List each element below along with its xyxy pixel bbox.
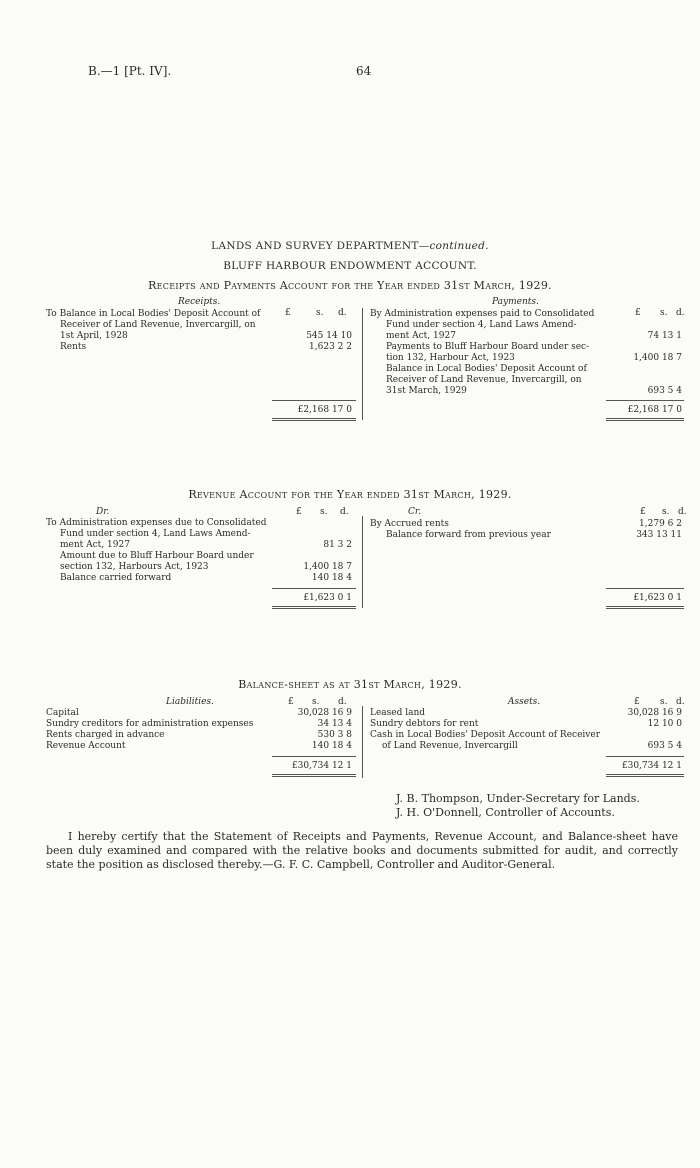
signature-line: J. B. Thompson, Under-Secretary for Lands.	[396, 792, 640, 805]
asset-amount: 693 5 4	[647, 741, 682, 751]
currency-pence-right: d.	[676, 697, 685, 707]
liability-label: Rents charged in advance	[46, 730, 165, 740]
total-double-rule	[272, 606, 356, 609]
total-right: £1,623 0 1	[633, 593, 682, 603]
column-divider	[362, 706, 363, 778]
certification-paragraph: I hereby certify that the Statement of Receipts and Payments, Revenue Account, and Balance-sheet have been duly examined and compared with the relative books and documents submitted for audit, and correctly state the position as disclosed thereby.—G. F. C. Campbell, Controller and Auditor-General.	[46, 830, 678, 871]
asset-amount: 12 10 0	[647, 719, 682, 729]
liability-label: Capital	[46, 708, 79, 718]
asset-line: of Land Revenue, Invercargill	[382, 741, 518, 751]
assets-heading: Assets.	[508, 697, 541, 707]
credit-amount: 343 13 11	[636, 530, 682, 540]
asset-line: Leased land	[370, 708, 426, 718]
currency-pence-right: d.	[676, 308, 685, 318]
total-rule	[272, 400, 356, 401]
receipt-amount: 545 14 10	[306, 331, 352, 341]
liability-amount: 30,028 16 9	[297, 708, 352, 718]
liability-label: Revenue Account	[46, 741, 126, 751]
column-divider	[362, 388, 363, 420]
credit-line: By Accrued rents	[370, 519, 449, 529]
total-rule	[606, 756, 684, 757]
payment-amount: 693 5 4	[647, 386, 682, 396]
total-rule	[272, 588, 356, 589]
debit-line: section 132, Harbours Act, 1923	[60, 562, 209, 572]
currency-pence: d.	[338, 308, 347, 318]
currency-shillings: s.	[312, 697, 320, 707]
total-rule	[606, 400, 684, 401]
total-left: £30,734 12 1	[291, 761, 352, 771]
receipt-amount: 1,623 2 2	[309, 342, 352, 352]
liability-amount: 34 13 4	[317, 719, 352, 729]
debit-amount: 140 18 4	[311, 573, 352, 583]
payment-line: tion 132, Harbour Act, 1923	[386, 353, 515, 363]
currency-pounds-right: £	[634, 697, 640, 707]
currency-pounds-right: £	[640, 507, 646, 517]
page-reference: B.—1 [Pt. IV].	[88, 64, 172, 78]
total-left: £2,168 17 0	[297, 405, 352, 415]
liability-label: Sundry creditors for administration expenses	[46, 719, 254, 729]
total-double-rule	[606, 418, 684, 421]
receipt-line: To Balance in Local Bodies' Deposit Account of	[46, 309, 261, 319]
payment-line: Receiver of Land Revenue, Invercargill, on	[386, 375, 582, 385]
payment-line: Fund under section 4, Land Laws Amend-	[386, 320, 577, 330]
payments-heading: Payments.	[492, 297, 539, 307]
payment-line: ment Act, 1927	[386, 331, 456, 341]
total-double-rule	[606, 606, 684, 609]
receipt-line: 1st April, 1928	[60, 331, 128, 341]
receipt-line: Rents	[60, 342, 87, 352]
page-number: 64	[356, 64, 372, 78]
currency-shillings-right: s.	[660, 308, 668, 318]
currency-pounds: £	[288, 697, 294, 707]
total-left: £1,623 0 1	[303, 593, 352, 603]
total-right: £2,168 17 0	[627, 405, 682, 415]
currency-shillings-right: s.	[662, 507, 670, 517]
revenue-title: Revenue Account for the Year ended 31st March, 1929.	[188, 488, 512, 501]
debit-amount: 1,400 18 7	[303, 562, 352, 572]
credit-line: Balance forward from previous year	[386, 530, 551, 540]
currency-pounds: £	[285, 308, 291, 318]
debit-line: Amount due to Bluff Harbour Board under	[60, 551, 254, 561]
payment-line: 31st March, 1929	[386, 386, 467, 396]
asset-line: Sundry debtors for rent	[370, 719, 479, 729]
endowment-title: BLUFF HARBOUR ENDOWMENT ACCOUNT.	[223, 260, 477, 272]
balance-sheet-title: Balance-sheet as at 31st March, 1929.	[238, 678, 462, 691]
total-right: £30,734 12 1	[621, 761, 682, 771]
currency-pence: d.	[338, 697, 347, 707]
total-rule	[272, 756, 356, 757]
debit-line: ment Act, 1927	[60, 540, 130, 550]
liability-amount: 530 3 8	[317, 730, 352, 740]
liability-amount: 140 18 4	[311, 741, 352, 751]
currency-shillings: s.	[320, 507, 328, 517]
currency-pounds-right: £	[635, 308, 641, 318]
payment-amount: 74 13 1	[647, 331, 682, 341]
payment-line: Balance in Local Bodies' Deposit Account of	[386, 364, 587, 374]
total-double-rule	[272, 774, 356, 777]
currency-shillings-right: s.	[660, 697, 668, 707]
currency-pounds: £	[296, 507, 302, 517]
total-double-rule	[606, 774, 684, 777]
cr-heading: Cr.	[408, 507, 422, 517]
debit-amount: 81 3 2	[323, 540, 352, 550]
debit-line: Balance carried forward	[60, 573, 172, 583]
dr-heading: Dr.	[96, 507, 110, 517]
total-double-rule	[272, 418, 356, 421]
receipts-heading: Receipts.	[178, 297, 221, 307]
column-divider	[362, 308, 363, 388]
currency-shillings: s.	[316, 308, 324, 318]
signature-line: J. H. O'Donnell, Controller of Accounts.	[396, 806, 615, 819]
asset-amount: 30,028 16 9	[627, 708, 682, 718]
currency-pence: d.	[340, 507, 349, 517]
asset-line: Cash in Local Bodies' Deposit Account of Receiver	[370, 730, 600, 740]
liabilities-heading: Liabilities.	[166, 697, 214, 707]
column-divider	[362, 516, 363, 608]
receipt-line: Receiver of Land Revenue, Invercargill, on	[60, 320, 256, 330]
total-rule	[606, 588, 684, 589]
payment-line: By Administration expenses paid to Consolidated	[370, 309, 595, 319]
debit-line: Fund under section 4, Land Laws Amend-	[60, 529, 251, 539]
debit-line: To Administration expenses due to Consolidated	[46, 518, 267, 528]
payment-amount: 1,400 18 7	[633, 353, 682, 363]
department-title: LANDS AND SURVEY DEPARTMENT—continued.	[211, 240, 489, 252]
credit-amount: 1,279 6 2	[639, 519, 682, 529]
receipts-payments-title: Receipts and Payments Account for the Year ended 31st March, 1929.	[148, 279, 552, 292]
currency-pence-right: d.	[678, 507, 687, 517]
payment-line: Payments to Bluff Harbour Board under sec-	[386, 342, 590, 352]
